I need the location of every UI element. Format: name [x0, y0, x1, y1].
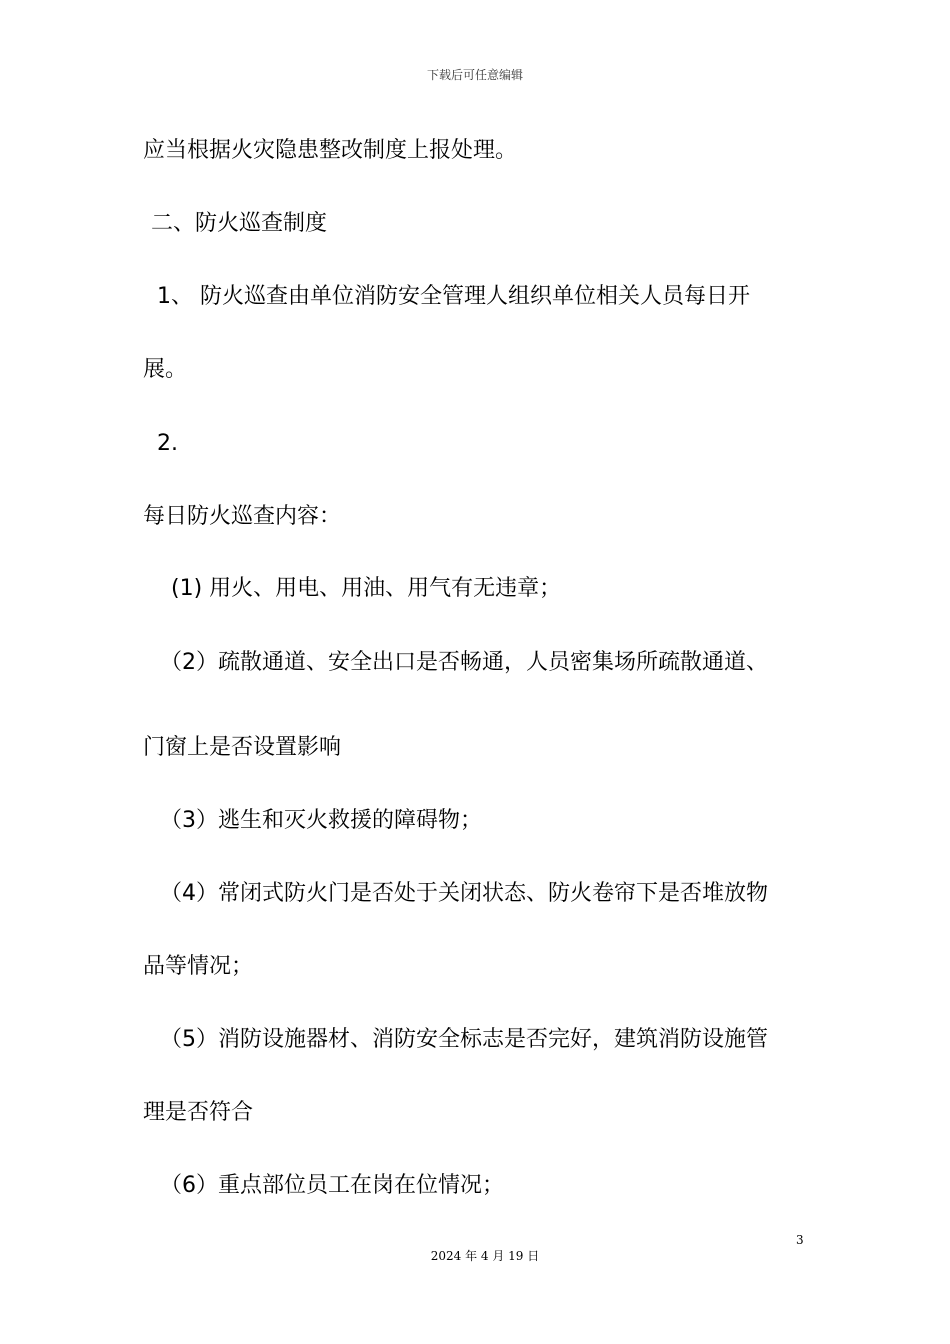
list-item-4-cont: 品等情况； [143, 954, 254, 979]
body-line-1: 应当根据火灾隐患整改制度上报处理。 [143, 138, 518, 163]
section-heading-fire-patrol: 二、防火巡查制度 [151, 211, 328, 236]
list-item-5-cont: 理是否符合 [143, 1100, 254, 1125]
page-header: 下载后可任意编辑 [426, 68, 523, 82]
list-item-3: （3）逃生和灭火救援的障碍物； [160, 808, 482, 833]
body-line-item-1-cont: 展。 [143, 357, 188, 382]
list-item-1: (1) 用火、用电、用油、用气有无违章； [171, 576, 562, 601]
list-item-6: （6）重点部位员工在岗在位情况； [160, 1173, 504, 1198]
body-line-item-1: 1、 防火巡查由单位消防安全管理人组织单位相关人员每日开 [157, 284, 750, 309]
page-number: 3 [796, 1233, 804, 1247]
body-line-patrol-content: 每日防火巡查内容： [143, 504, 342, 529]
body-line-item-2: 2. [157, 431, 178, 456]
list-item-2: （2）疏散通道、安全出口是否畅通，人员密集场所疏散通道、 [160, 650, 768, 675]
list-item-4: （4）常闭式防火门是否处于关闭状态、防火卷帘下是否堆放物 [160, 881, 768, 906]
page-footer-date: 2024 年 4 月 19 日 [430, 1249, 540, 1263]
list-item-5: （5）消防设施器材、消防安全标志是否完好，建筑消防设施管 [160, 1027, 768, 1052]
list-item-2-cont: 门窗上是否设置影响 [143, 735, 342, 760]
